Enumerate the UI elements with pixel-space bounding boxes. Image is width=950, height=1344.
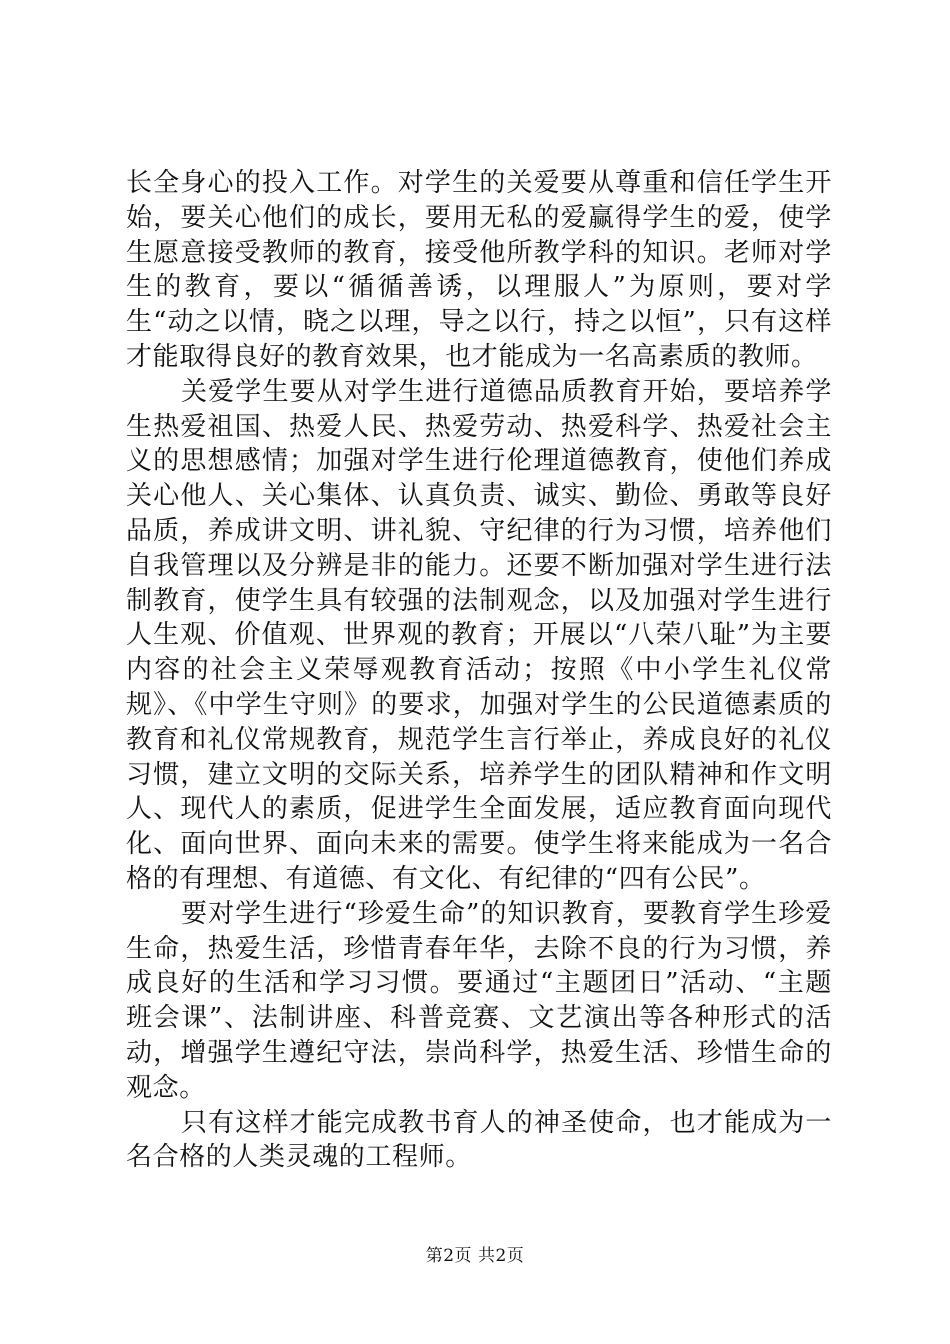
paragraph-3: 要对学生进行“珍爱生命”的知识教育，要教育学生珍爱生命，热爱生活，珍惜青春年华，去除不良的行为习惯，养成良好的生活和学习习惯。要通过“主题团日”活动、“主题班会课”、法制讲座、科普竞赛、文艺演出等各种形式的活动，增强学生遵纪守法，崇尚科学，热爱生活、珍惜生命的观念。 (126, 898, 832, 1103)
page-footer: 第2页 共2页 (425, 1246, 525, 1266)
document-body (126, 166, 832, 1175)
paragraph-1: 长全身心的投入工作。对学生的关爱要从尊重和信任学生开始，要关心他们的成长，要用无私的爱赢得学生的爱，使学生愿意接受教师的教育，接受他所教学科的知识。老师对学生的教育，要以“循循善诱，以理服人”为原则，要对学生“动之以情，晓之以理，导之以行，持之以恒”，只有这样才能取得良好的教育效果，也才能成为一名高素质的教师。 (126, 168, 832, 372)
paragraph-2: 关爱学生要从对学生进行道德品质教育开始，要培养学生热爱祖国、热爱人民、热爱劳动、热爱科学、热爱社会主义的思想感情；加强对学生进行伦理道德教育，使他们养成关心他人、关心集体、认真负责、诚实、勤俭、勇敢等良好品质，养成讲文明、讲礼貌、守纪律的行为习惯，培养他们自我管理以及分辨是非的能力。还要不断加强对学生进行法制教育，使学生具有较强的法制观念，以及加强对学生进行人生观、价值观、世界观的教育；开展以“八荣八耻”为主要内容的社会主义荣辱观教育活动；按照《中小学生礼仪常规》、《中学生守则》的要求，加强对学生的公民道德素质的教育和礼仪常规教育，规范学生言行举止，养成良好的礼仪习惯，建立文明的交际关系，培养学生的团队精神和作文明人、现代人的素质，促进学生全面发展，适应教育面向现代化、面向世界、面向未来的需要。使学生将来能成为一名合格的有理想、有道德、有文化、有纪律的“四有公民”。 (126, 376, 832, 894)
paragraph-4: 只有这样才能完成教书育人的神圣使命，也才能成为一名合格的人类灵魂的工程师。 (126, 1107, 832, 1173)
